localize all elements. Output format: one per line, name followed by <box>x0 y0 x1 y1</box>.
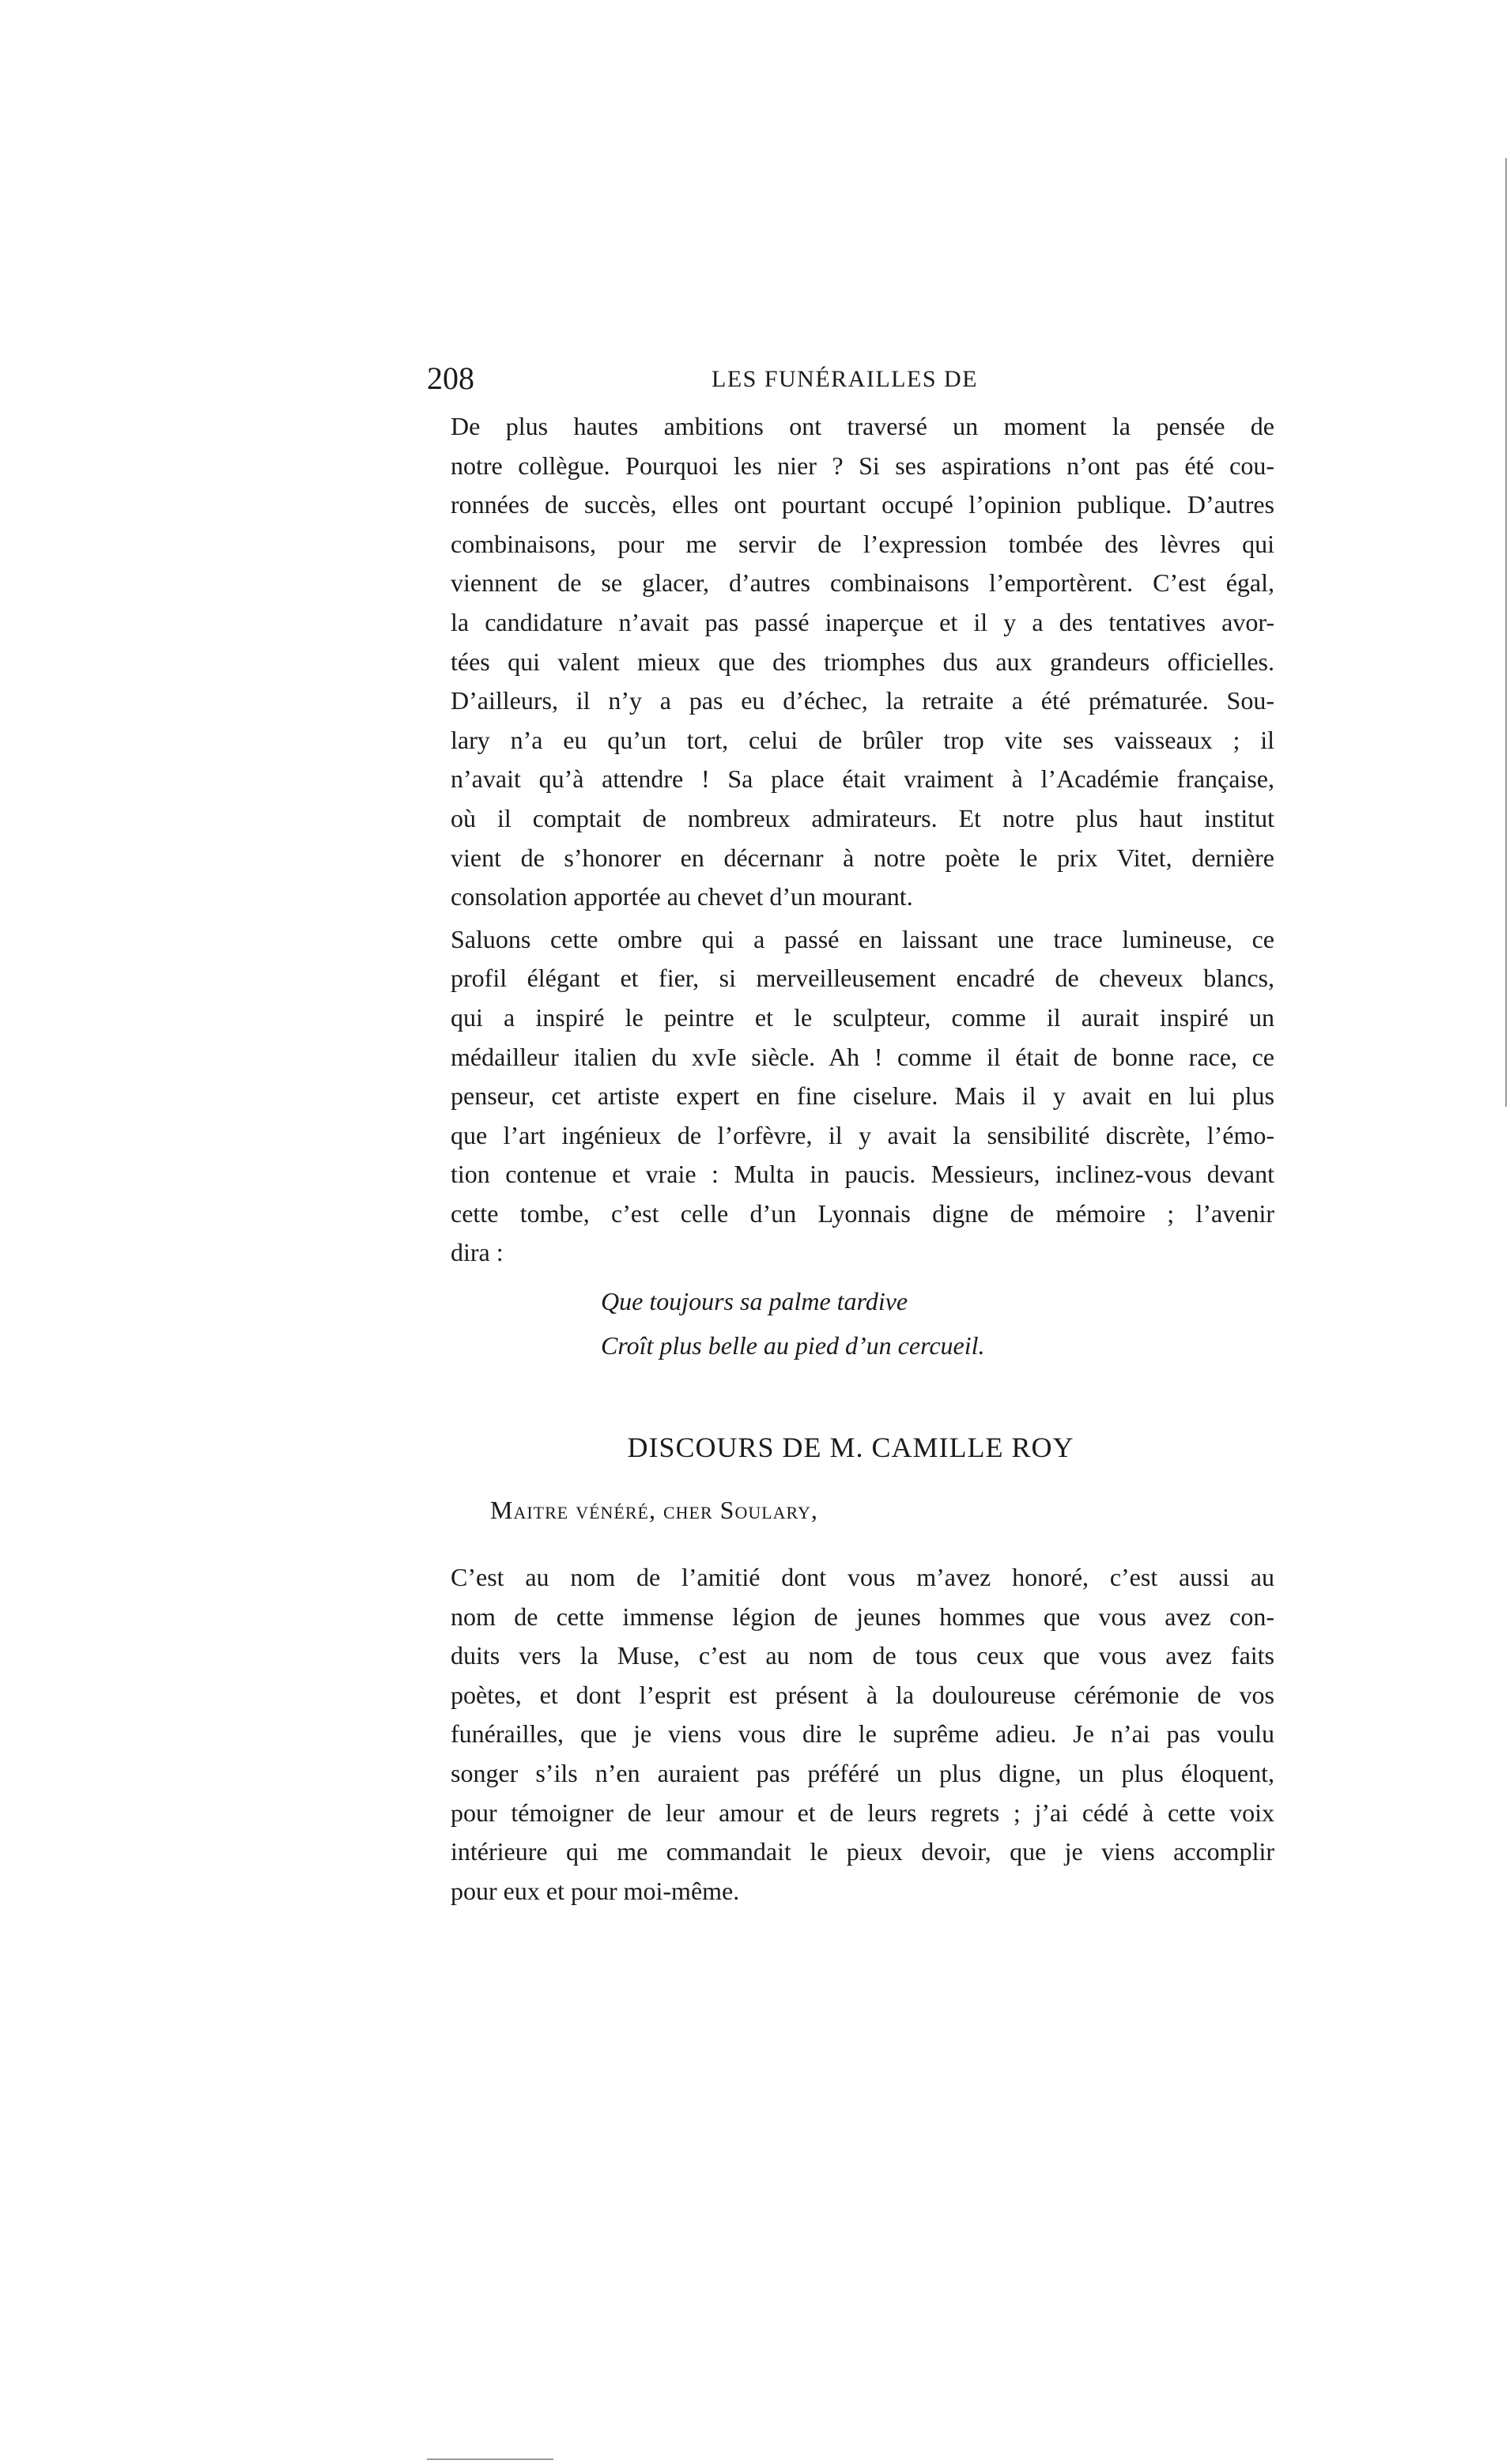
text-line: viennent de se glacer, d’autres combinaisons l’emportèrent. C’est égal, <box>451 568 1274 598</box>
text-line: pour témoigner de leur amour et de leurs regrets ; j’ai cédé à cette voix <box>451 1798 1274 1827</box>
section-title: DISCOURS DE M. CAMILLE ROY <box>627 1432 1074 1464</box>
text-line: consolation apportée au chevet d’un mourant. <box>451 882 913 911</box>
text-line: songer s’ils n’en auraient pas préféré un plus digne, un plus éloquent, <box>451 1759 1274 1788</box>
text-line: intérieure qui me commandait le pieux devoir, que je viens accomplir <box>451 1837 1274 1866</box>
text-line: C’est au nom de l’amitié dont vous m’avez honoré, c’est aussi au <box>451 1563 1274 1592</box>
paragraph-1 <box>427 407 1274 917</box>
paragraph-2 <box>427 920 1274 1273</box>
text-line: duits vers la Muse, c’est au nom de tous ceux que vous avez faits <box>451 1641 1274 1670</box>
right-margin-rule <box>1505 158 1507 1107</box>
text-line: penseur, cet artiste expert en fine ciselure. Mais il y avait en lui plus <box>451 1081 1274 1111</box>
text-line: D’ailleurs, il n’y a pas eu d’échec, la retraite a été prématurée. Sou- <box>451 686 1274 715</box>
text-line: tées qui valent mieux que des triomphes dus aux grandeurs officielles. <box>451 647 1274 676</box>
verse-line: Croît plus belle au pied d’un cercueil. <box>601 1331 985 1360</box>
page-header <box>427 360 1274 407</box>
text-line: la candidature n’avait pas passé inaperçue et il y a des tentatives avor- <box>451 607 1274 636</box>
text-line: nom de cette immense légion de jeunes hommes que vous avez con- <box>451 1602 1274 1631</box>
text-line: combinaisons, pour me servir de l’expression tombée des lèvres qui <box>451 529 1274 558</box>
text-line: Saluons cette ombre qui a passé en laissant une trace lumineuse, ce <box>451 924 1274 953</box>
bottom-margin-rule <box>427 2458 553 2460</box>
verse-quotation <box>601 1279 1274 1368</box>
text-line: tion contenue et vraie : Multa in paucis. Messieurs, inclinez-vous devant <box>451 1160 1274 1189</box>
text-line: ronnées de succès, elles ont pourtant occupé l’opinion publique. D’autres <box>451 490 1274 519</box>
text-line: où il comptait de nombreux admirateurs. Et notre plus haut institut <box>451 803 1274 832</box>
text-line: pour eux et pour moi-même. <box>451 1876 740 1905</box>
text-line: profil élégant et fier, si merveilleusement encadré de cheveux blancs, <box>451 964 1274 993</box>
verse-line: Que toujours sa palme tardive <box>601 1287 908 1316</box>
text-line: De plus hautes ambitions ont traversé un moment la pensée de <box>451 412 1274 440</box>
running-title: LES FUNÉRAILLES DE <box>712 366 978 392</box>
text-line: que l’art ingénieux de l’orfèvre, il y avait la sensibilité discrète, l’émo- <box>451 1120 1274 1149</box>
text-line: dira : <box>451 1238 504 1267</box>
text-line: poètes, et dont l’esprit est présent à la douloureuse cérémonie de vos <box>451 1680 1274 1709</box>
text-line: funérailles, que je viens vous dire le suprême adieu. Je n’ai pas voulu <box>451 1719 1274 1749</box>
text-line: qui a inspiré le peintre et le sculpteur, comme il aurait inspiré un <box>451 1002 1274 1032</box>
text-line: lary n’a eu qu’un tort, celui de brûler trop vite ses vaisseaux ; il <box>451 725 1274 754</box>
book-page <box>427 360 1274 1911</box>
page-number: 208 <box>427 360 474 396</box>
text-line: médailleur italien du xvIe siècle. Ah ! comme il était de bonne race, ce <box>451 1042 1274 1071</box>
text-line: vient de s’honorer en décernanr à notre poète le prix Vitet, dernière <box>451 843 1274 872</box>
salutation: Maitre vénéré, cher Soulary, <box>490 1496 818 1525</box>
text-line: cette tombe, c’est celle d’un Lyonnais digne de mémoire ; l’avenir <box>451 1198 1274 1228</box>
text-line: n’avait qu’à attendre ! Sa place était vraiment à l’Académie française, <box>451 764 1274 794</box>
text-line: notre collègue. Pourquoi les nier ? Si ses aspirations n’ont pas été cou- <box>451 451 1274 480</box>
paragraph-3 <box>427 1558 1274 1911</box>
